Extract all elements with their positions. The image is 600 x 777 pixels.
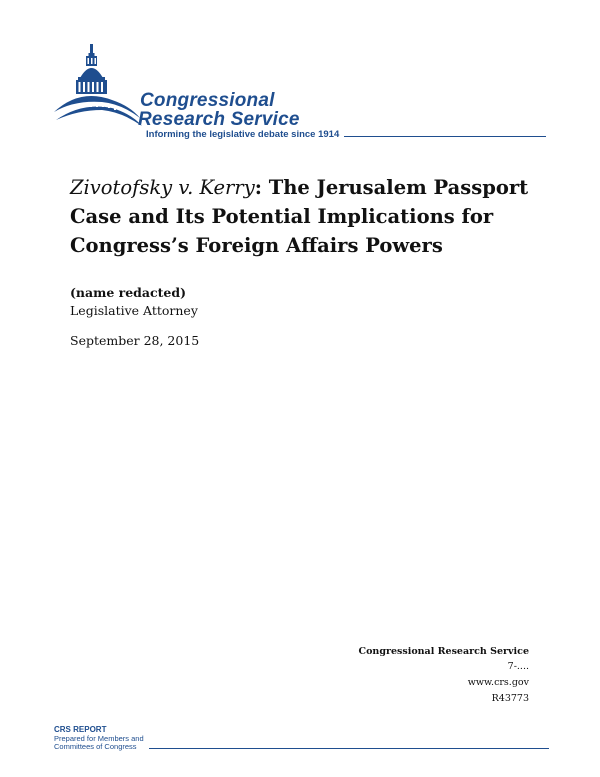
- footer-divider: [149, 748, 549, 749]
- footer: [54, 725, 549, 755]
- title-line2: Case and Its Potential Implications for: [70, 205, 494, 228]
- info-report-number: R43773: [491, 693, 529, 704]
- title-case-name: Zivotofsky v. Kerry: [70, 176, 255, 199]
- footer-label: CRS REPORT: [54, 725, 107, 734]
- footer-line2: Committees of Congress: [54, 742, 137, 751]
- report-title: [70, 173, 550, 260]
- title-line3: Congress’s Foreign Affairs Powers: [70, 234, 443, 257]
- info-organization: Congressional Research Service: [358, 646, 529, 657]
- info-phone: 7-....: [507, 661, 529, 672]
- title-line1-rest: : The Jerusalem Passport: [254, 176, 529, 199]
- footer-line1: Prepared for Members and: [54, 734, 144, 743]
- publication-date: September 28, 2015: [70, 333, 200, 348]
- logo-divider: [344, 136, 546, 137]
- logo-tagline: Informing the legislative debate since 1914: [146, 129, 340, 140]
- capitol-dome-icon: [50, 40, 150, 140]
- author-position: Legislative Attorney: [70, 303, 198, 318]
- logo-org-line2: Research Service: [138, 109, 300, 130]
- author-name: (name redacted): [70, 285, 187, 300]
- report-info-block: [309, 645, 529, 707]
- info-website: www.crs.gov: [467, 677, 529, 688]
- crs-logo: [50, 40, 550, 150]
- logo-org-line1: Congressional: [140, 90, 275, 111]
